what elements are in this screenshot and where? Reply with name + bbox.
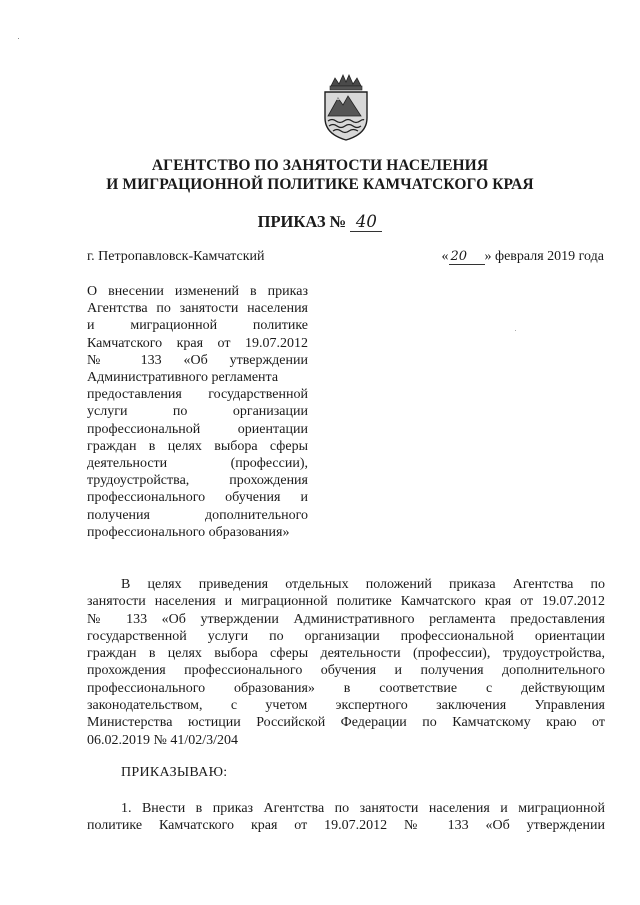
kamchatka-coat-of-arms-icon <box>317 72 375 142</box>
agency-name-line-2: И МИГРАЦИОННОЙ ПОЛИТИКЕ КАМЧАТСКОГО КРАЯ <box>106 176 534 193</box>
subject-line: профессионального образования» <box>87 524 290 540</box>
paragraph-line: государственной услуги по организации профессиональной ориентации <box>87 628 605 644</box>
subject-line: Камчатского края от 19.07.2012 <box>87 335 308 351</box>
subject-line: и миграционной политике <box>87 318 308 334</box>
paragraph-line: политике Камчатского края от 19.07.2012 № 133 «Об утверждении <box>87 818 605 834</box>
date-month-year: » февраля 2019 года <box>484 249 604 264</box>
order-label: ПРИКАЗ № <box>257 212 347 231</box>
subject-line: Административного регламента <box>87 370 279 386</box>
subject-line: профессиональной ориентации <box>87 421 308 437</box>
subject-line: трудоустройства, прохождения <box>87 473 308 489</box>
date-open-quote: « <box>441 249 449 264</box>
subject-line: предоставления государственной <box>87 387 308 403</box>
subject-line: деятельности (профессии), <box>87 456 308 472</box>
agency-name-line-1: АГЕНТСТВО ПО ЗАНЯТОСТИ НАСЕЛЕНИЯ <box>151 157 489 174</box>
scan-speck <box>515 330 516 331</box>
paragraph-line: Министерства юстиции Российской Федерации по Камчатскому краю от <box>87 715 605 731</box>
paragraph-line: граждан в целях выбора сферы деятельности (профессии), трудоустройства, <box>87 646 605 662</box>
paragraph-line: 06.02.2019 № 41/02/3/204 <box>87 732 239 748</box>
subject-line: граждан в целях выбора сферы <box>87 438 308 454</box>
item-1-paragraph <box>87 800 605 835</box>
order-subject <box>87 283 308 541</box>
subject-line: Агентства по занятости населения <box>87 301 308 317</box>
order-number-handwritten: 40 <box>350 212 382 232</box>
paragraph-line: В целях приведения отдельных положений приказа Агентства по <box>121 577 605 592</box>
order-date <box>442 249 605 265</box>
subject-line: О внесении изменений в приказ <box>87 284 308 299</box>
paragraph-line: прохождения профессионального обучения и получения дополнительного <box>87 663 605 679</box>
scan-speck <box>18 38 19 39</box>
preamble-paragraph <box>87 576 605 749</box>
paragraph-line: занятости населения и миграционной политике Камчатского края от 19.07.2012 <box>87 594 605 610</box>
city-line: г. Петропавловск-Камчатский <box>87 249 265 264</box>
subject-line: получения дополнительного <box>87 507 308 523</box>
subject-line: услуги по организации <box>87 404 308 420</box>
paragraph-line: № 133 «Об утверждении Административного регламента предоставления <box>87 611 605 627</box>
subject-line: профессионального обучения и <box>87 490 308 506</box>
paragraph-line: 1. Внести в приказ Агентства по занятости населения и миграционной <box>121 801 605 816</box>
date-day-handwritten: 20 <box>449 249 485 265</box>
paragraph-line: профессионального образования» в соответствие с действующим <box>87 680 605 696</box>
subject-line: № 133 «Об утверждении <box>87 352 308 368</box>
order-title <box>0 212 640 232</box>
paragraph-line: законодательством, с учетом экспертного заключения Управления <box>87 698 605 714</box>
decree-heading: ПРИКАЗЫВАЮ: <box>121 765 228 780</box>
